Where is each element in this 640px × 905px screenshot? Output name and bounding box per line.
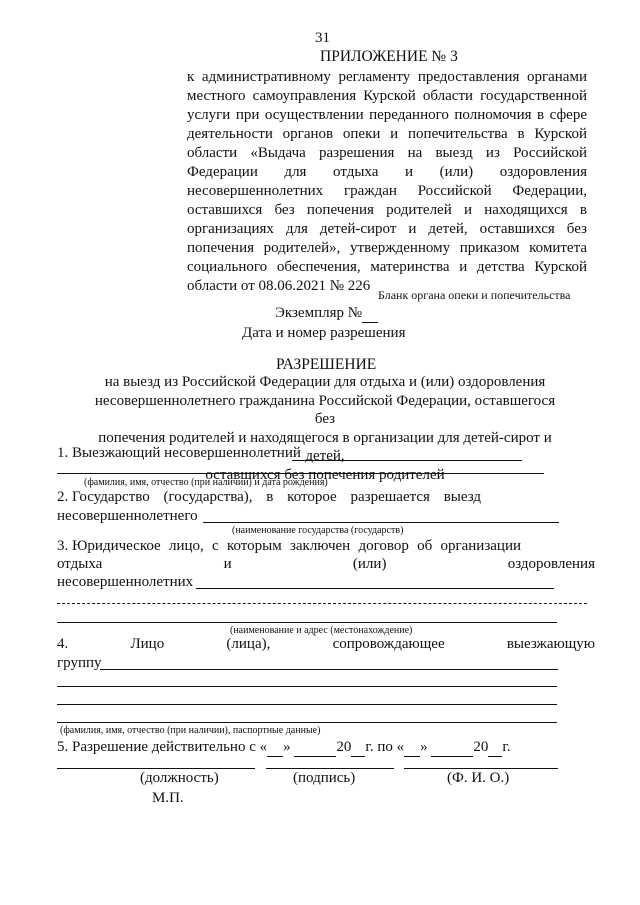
field-1-label: 1. Выезжающий несовершеннолетний [57,445,301,461]
subtitle-line: на выезд из Российской Федерации для отдыха и (или) оздоровления [104,374,546,390]
document-title: РАЗРЕШЕНИЕ [276,356,377,373]
field-3-line-1 [57,538,521,555]
appendix-body: к административному регламенту предоставления органами местного самоуправления Курской области государственной услуги при осуществлении переданного полномочия в сфере деятельности органов опеки и попечительства в Курской области «Выдача разрешения на выезд из Российской Федерации для отдыха и (или) оздоровления несовершеннолетних граждан Российской Федерации, оставшихся без попечения родителей и находящихся в организациях для детей-сирот и детей, оставшихся без попечения родителей», утвержденному приказом комитета социального обеспечения, материнства и детства Курской области от 08.06.2021 № 226 [187,69,587,294]
page-number: 31 [315,30,330,46]
subtitle-line: попечения родителей и находящегося в организации для детей-сирот и детей, [98,429,552,464]
date-sep: г. по « [365,739,405,755]
word: разрешается [350,489,430,505]
word: (государства), [163,489,253,505]
word: (или) [352,556,387,572]
stamp-label: М.П. [152,790,184,806]
field-4-input-a[interactable] [100,669,558,670]
fio-caption: (Ф. И. О.) [447,770,510,786]
signature-line[interactable] [266,768,394,769]
position-caption: (должность) [140,770,219,786]
word: оздоровления [507,556,595,572]
word: которым [226,538,282,554]
day-to-input[interactable] [404,739,420,757]
word: выезд [443,489,481,505]
month-to-input[interactable] [431,739,473,757]
blank-note: Бланк органа опеки и попечительства [378,288,571,302]
field-3-input-a[interactable] [196,588,554,589]
word: выезжающую [506,636,595,652]
subtitle-line: оставшихся без попечения родителей [205,466,445,483]
field-3-input-c[interactable] [57,622,557,623]
word: 2. Государство [57,489,150,505]
word: организации [440,538,521,554]
day-from-input[interactable] [267,739,283,757]
word: лицо, [168,538,204,554]
word: сопровождающее [332,636,445,652]
subtitle-line: несовершеннолетнего гражданина Российской Федерации, оставшегося без [94,392,556,427]
word: отдыха [57,556,103,572]
document-subtitle [90,373,560,484]
quote: » [283,739,291,755]
field-4-hint: (фамилия, имя, отчество (при наличии), паспортные данные) [60,725,321,736]
word: об [417,538,433,554]
word: 4. [57,636,69,652]
date-number-label: Дата и номер разрешения [242,325,406,341]
field-4-input-b[interactable] [57,686,557,687]
field-5 [57,739,511,757]
position-line[interactable] [57,768,255,769]
month-from-input[interactable] [294,739,336,757]
fio-line[interactable] [404,768,558,769]
field-1-input-a[interactable] [292,460,522,461]
field-4-line-1 [57,636,595,653]
word: заключен [289,538,351,554]
field-3-input-b[interactable] [57,603,587,604]
field-1-hint: (фамилия, имя, отчество (при наличии) и дата рождения) [84,477,328,488]
quote: » [420,739,428,755]
word: (лица), [226,636,271,652]
field-5-label: 5. Разрешение действительно с « [57,739,268,755]
field-3-line-3: несовершеннолетних [57,574,194,590]
year-prefix: 20 [473,739,489,755]
year-to-input[interactable] [488,739,502,757]
copy-number-label: Экземпляр № [275,305,363,321]
field-2-line-2: несовершеннолетнего [57,508,198,524]
appendix-title: ПРИЛОЖЕНИЕ № 3 [320,48,458,65]
field-2-line-1 [57,489,481,506]
year-prefix: 20 [336,739,352,755]
field-4-input-c[interactable] [57,704,557,705]
copy-number-blank[interactable] [362,305,378,323]
field-4-line-2: группу [57,655,102,671]
word: 3. Юридическое [57,538,161,554]
field-3-line-2 [57,556,595,573]
word: в [266,489,274,505]
copy-number [275,305,378,323]
signature-caption: (подпись) [293,770,356,786]
word: и [223,556,232,572]
date-end: г. [502,739,511,755]
field-3-hint: (наименование и адрес (местонахождение) [230,625,413,636]
year-from-input[interactable] [351,739,365,757]
field-4-input-d[interactable] [57,722,557,723]
word: с [212,538,219,554]
field-2-hint: (наименование государства (государств) [232,525,404,536]
word: договор [358,538,409,554]
word: Лицо [130,636,165,652]
word: которое [287,489,337,505]
field-1-input-b[interactable] [57,473,544,474]
field-2-input[interactable] [203,522,559,523]
